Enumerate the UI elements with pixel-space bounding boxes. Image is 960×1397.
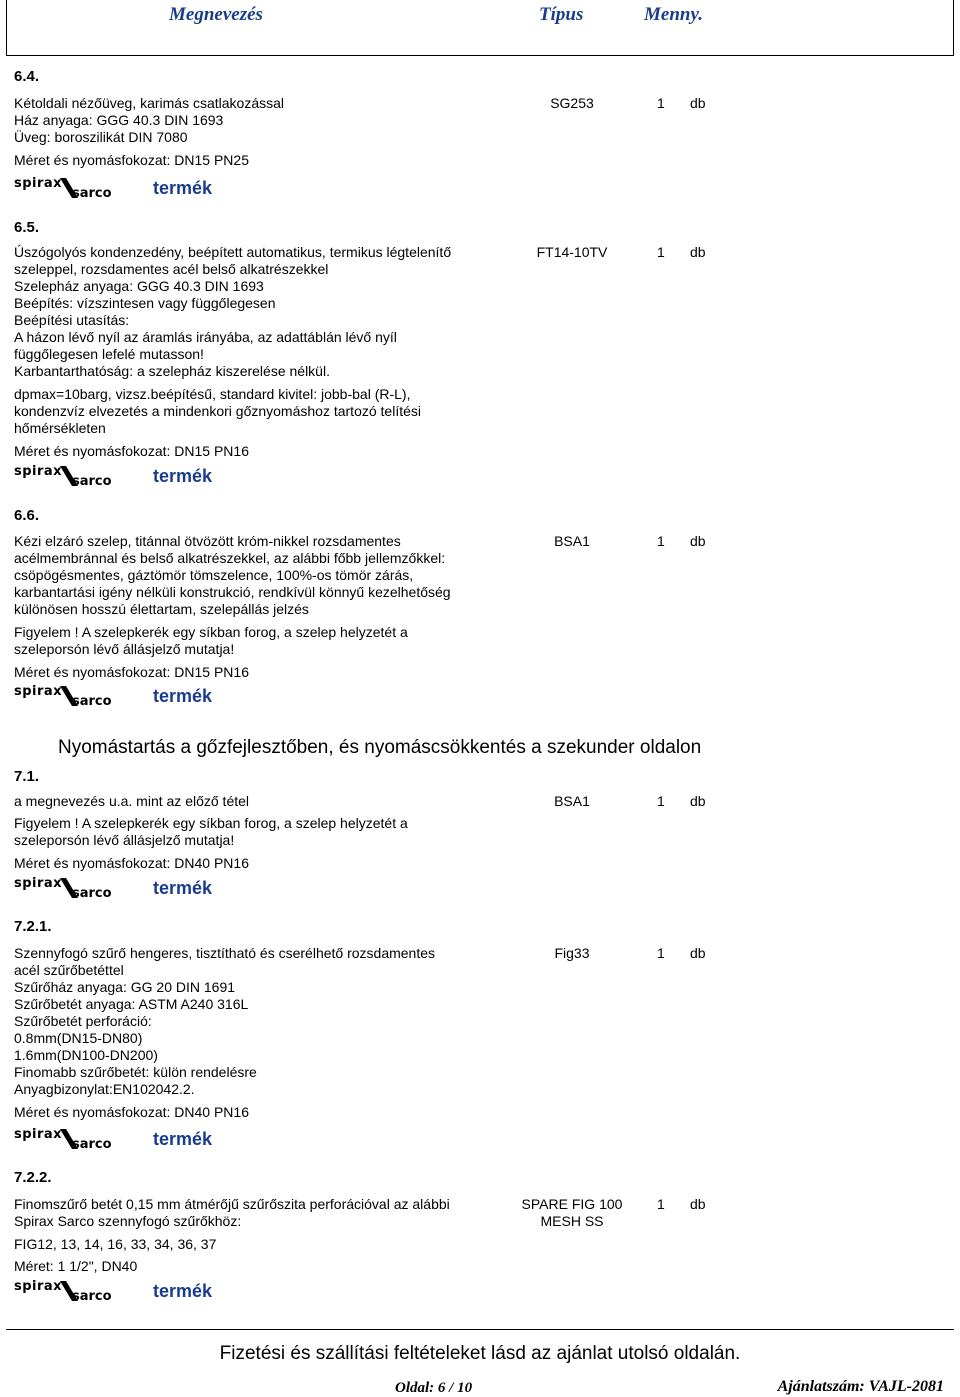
description-line: Méret: 1 1/2", DN40	[14, 1258, 138, 1274]
svg-text:spirax: spirax	[14, 464, 63, 479]
svg-text:spirax: spirax	[14, 1279, 63, 1294]
description-line: Kézi elzáró szelep, titánnal ötvözött króm-nikkel rozsdamentes	[14, 533, 401, 549]
item-unit: db	[690, 533, 706, 549]
item-number: 7.1.	[14, 768, 40, 785]
item-number: 6.4.	[14, 68, 40, 85]
description-line: 1.6mm(DN100-DN200)	[14, 1047, 158, 1063]
column-header-type: Típus	[539, 4, 584, 25]
description-line: csöpögésmentes, gáztömör tömszelence, 100%-os tömör zárás,	[14, 567, 414, 583]
product-label: termék	[153, 178, 213, 198]
description-line: A házon lévő nyíl az áramlás irányába, az adattáblán lévő nyíl	[14, 329, 397, 345]
footer-note: Fizetési és szállítási feltételeket lásd az ajánlat utolsó oldalán.	[219, 1343, 741, 1364]
page-number: Oldal: 6 / 10	[395, 1380, 473, 1396]
description-line: Szűrőbetét perforáció:	[14, 1013, 152, 1029]
description-line: Méret és nyomásfokozat: DN40 PN16	[14, 1104, 249, 1120]
description-line: Úszógolyós kondenzedény, beépített automatikus, termikus légtelenítő	[14, 244, 452, 260]
description-line: Ház anyaga: GGG 40.3 DIN 1693	[14, 112, 224, 128]
item-unit: db	[690, 793, 706, 809]
item-type: Fig33	[554, 945, 590, 961]
description-line: Méret és nyomásfokozat: DN15 PN25	[14, 152, 249, 168]
item-type: BSA1	[554, 533, 590, 549]
description-line: Szennyfogó szűrő hengeres, tisztítható és cserélhető rozsdamentes	[14, 945, 436, 961]
item-unit: db	[690, 95, 706, 111]
product-label: termék	[153, 686, 213, 706]
item-type: SPARE FIG 100	[521, 1196, 623, 1212]
description-line: 0.8mm(DN15-DN80)	[14, 1030, 143, 1046]
spirax-sarco-logo-icon	[14, 684, 129, 708]
column-header-qty: Menny.	[644, 4, 703, 25]
product-label: termék	[153, 878, 213, 898]
svg-text:sarco: sarco	[72, 886, 112, 900]
description-line: Figyelem ! A szelepkerék egy síkban forog, a szelep helyzetét a	[14, 815, 408, 831]
item-type: SG253	[550, 95, 594, 111]
column-header-name: Megnevezés	[169, 4, 263, 25]
item-quantity: 1	[657, 244, 665, 260]
product-label: termék	[153, 1281, 213, 1301]
description-line: karbantartási igény nélküli konstrukció, rendkívül könnyű kezelhetőség	[14, 584, 451, 600]
svg-text:sarco: sarco	[72, 1137, 112, 1151]
svg-text:spirax: spirax	[14, 684, 63, 699]
spirax-sarco-logo-icon	[14, 464, 129, 488]
item-unit: db	[690, 1196, 706, 1212]
spirax-sarco-logo-icon	[14, 176, 129, 200]
description-line: Kétoldali nézőüveg, karimás csatlakozással	[14, 95, 285, 111]
footer-divider	[6, 1329, 954, 1330]
item-type: MESH SS	[540, 1213, 604, 1229]
item-quantity: 1	[657, 945, 665, 961]
svg-text:sarco: sarco	[72, 694, 112, 708]
table-header	[6, 0, 954, 56]
description-line: Finomszűrő betét 0,15 mm átmérőjű szűrőszita perforációval az alábbi	[14, 1196, 450, 1212]
description-line: a megnevezés u.a. mint az előző tétel	[14, 793, 250, 809]
item-quantity: 1	[657, 95, 665, 111]
svg-text:spirax: spirax	[14, 176, 63, 191]
description-line: Méret és nyomásfokozat: DN15 PN16	[14, 664, 249, 680]
svg-text:spirax: spirax	[14, 876, 63, 891]
description-line: dpmax=10barg, vizsz.beépítésű, standard kivitel: jobb-bal (R-L),	[14, 386, 411, 402]
offer-number: Ajánlatszám: VAJL-2081	[777, 1378, 944, 1395]
spirax-sarco-logo-icon	[14, 876, 129, 900]
item-type: BSA1	[554, 793, 590, 809]
description-line: acélmembránnal és belső alkatrészekkel, az alábbi főbb jellemzőkkel:	[14, 550, 446, 566]
svg-text:spirax: spirax	[14, 1127, 63, 1142]
description-line: hőmérsékleten	[14, 420, 106, 436]
description-line: Beépítési utasítás:	[14, 312, 130, 328]
description-line: Szűrőbetét anyaga: ASTM A240 316L	[14, 996, 249, 1012]
description-line: kondenzvíz elvezetés a mindenkori gőznyomáshoz tartozó telítési	[14, 403, 421, 419]
item-number: 6.5.	[14, 219, 40, 236]
description-line: acél szűrőbetéttel	[14, 962, 124, 978]
product-label: termék	[153, 1129, 213, 1149]
spirax-sarco-logo-icon	[14, 1279, 129, 1303]
svg-text:sarco: sarco	[72, 186, 112, 200]
description-line: különösen hosszú élettartam, szelepállás jelzés	[14, 601, 309, 617]
item-type: FT14-10TV	[536, 244, 608, 260]
section-heading: Nyomástartás a gőzfejlesztőben, és nyomáscsökkentés a szekunder oldalon	[58, 737, 702, 758]
description-line: Üveg: boroszilikát DIN 7080	[14, 129, 188, 145]
item-quantity: 1	[657, 1196, 665, 1212]
item-unit: db	[690, 244, 706, 260]
description-line: Méret és nyomásfokozat: DN15 PN16	[14, 443, 249, 459]
item-number: 7.2.1.	[14, 918, 52, 935]
description-line: Szűrőház anyaga: GG 20 DIN 1691	[14, 979, 236, 995]
description-line: Méret és nyomásfokozat: DN40 PN16	[14, 855, 249, 871]
item-number: 7.2.2.	[14, 1169, 52, 1186]
item-unit: db	[690, 945, 706, 961]
product-label: termék	[153, 466, 213, 486]
description-line: szeleporsón lévő állásjelző mutatja!	[14, 641, 235, 657]
description-line: FIG12, 13, 14, 16, 33, 34, 36, 37	[14, 1236, 217, 1252]
description-line: Figyelem ! A szelepkerék egy síkban forog, a szelep helyzetét a	[14, 624, 408, 640]
description-line: Karbantarthatóság: a szelepház kiszerelése nélkül.	[14, 363, 330, 379]
spirax-sarco-logo-icon	[14, 1127, 129, 1151]
description-line: Beépítés: vízszintesen vagy függőlegesen	[14, 295, 276, 311]
svg-text:sarco: sarco	[72, 474, 112, 488]
svg-text:sarco: sarco	[72, 1289, 112, 1303]
description-line: Spirax Sarco szennyfogó szűrőkhöz:	[14, 1213, 242, 1229]
item-number: 6.6.	[14, 507, 40, 524]
description-line: szeleporsón lévő állásjelző mutatja!	[14, 832, 235, 848]
description-line: Szelepház anyaga: GGG 40.3 DIN 1693	[14, 278, 264, 294]
description-line: függőlegesen lefelé mutasson!	[14, 346, 204, 362]
description-line: Finomabb szűrőbetét: külön rendelésre	[14, 1064, 257, 1080]
item-quantity: 1	[657, 793, 665, 809]
description-line: szeleppel, rozsdamentes acél belső alkatrészekkel	[14, 261, 329, 277]
description-line: Anyagbizonylat:EN102042.2.	[14, 1081, 195, 1097]
item-quantity: 1	[657, 533, 665, 549]
